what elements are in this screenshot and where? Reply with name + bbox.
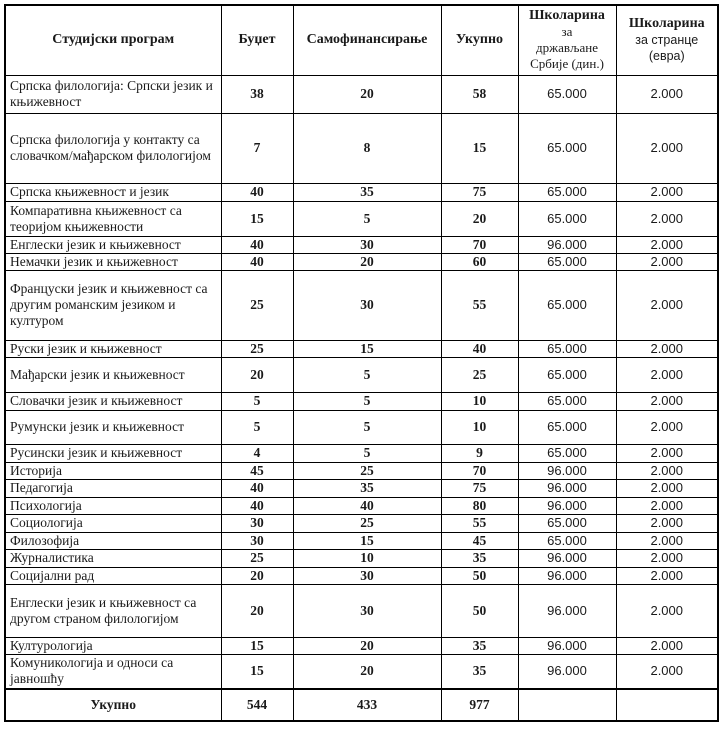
table-footer <box>5 689 718 721</box>
tuition-domestic-title: Школарина <box>529 8 605 24</box>
tuition-domestic-cell: 96.000 <box>518 549 616 567</box>
total-tuition-domestic-cell <box>518 689 616 721</box>
tuition-domestic-cell: 96.000 <box>518 497 616 514</box>
program-cell: Психологија <box>5 497 221 514</box>
table-body <box>5 75 718 689</box>
program-cell: Социјални рад <box>5 567 221 584</box>
tuition-foreign-cell: 2.000 <box>616 567 718 584</box>
program-cell: Педагогија <box>5 479 221 497</box>
total-tuition-foreign-cell <box>616 689 718 721</box>
tuition-foreign-cell: 2.000 <box>616 462 718 479</box>
tuition-domestic-cell: 65.000 <box>518 514 616 532</box>
table-row <box>5 497 718 514</box>
program-cell: Русински језик и књижевност <box>5 444 221 462</box>
tuition-foreign-cell: 2.000 <box>616 113 718 183</box>
program-cell: Српска филологија у контакту са словачком/мађарском филологијом <box>5 113 221 183</box>
table-row <box>5 549 718 567</box>
total-cell: 10 <box>441 410 518 444</box>
tuition-foreign-cell: 2.000 <box>616 253 718 270</box>
total-cell: 15 <box>441 113 518 183</box>
col-header-tuition-domestic <box>518 5 616 75</box>
table-row <box>5 479 718 497</box>
tuition-foreign-cell: 2.000 <box>616 444 718 462</box>
tuition-domestic-cell: 65.000 <box>518 75 616 113</box>
total-cell: 55 <box>441 270 518 340</box>
tuition-foreign-cell: 2.000 <box>616 654 718 689</box>
self-financing-cell: 20 <box>293 637 441 654</box>
self-financing-cell: 30 <box>293 270 441 340</box>
total-cell: 80 <box>441 497 518 514</box>
table-row <box>5 637 718 654</box>
total-self-financing-cell: 433 <box>293 689 441 721</box>
tuition-domestic-cell: 96.000 <box>518 479 616 497</box>
program-cell: Српска филологија: Српски језик и књижевност <box>5 75 221 113</box>
tuition-domestic-cell: 96.000 <box>518 637 616 654</box>
budget-cell: 30 <box>221 514 293 532</box>
tuition-foreign-cell: 2.000 <box>616 410 718 444</box>
table-row <box>5 462 718 479</box>
table-row <box>5 113 718 183</box>
self-financing-cell: 35 <box>293 183 441 201</box>
table-row <box>5 253 718 270</box>
total-row <box>5 689 718 721</box>
tuition-foreign-title: Школарина <box>628 16 705 32</box>
self-financing-cell: 20 <box>293 654 441 689</box>
budget-cell: 20 <box>221 357 293 392</box>
budget-cell: 15 <box>221 654 293 689</box>
budget-cell: 7 <box>221 113 293 183</box>
total-cell: 50 <box>441 584 518 637</box>
budget-cell: 30 <box>221 532 293 549</box>
table-row <box>5 410 718 444</box>
self-financing-cell: 20 <box>293 75 441 113</box>
tuition-domestic-cell: 65.000 <box>518 340 616 357</box>
program-cell: Компаративна књижевност са теоријом књижевности <box>5 201 221 236</box>
program-cell: Француски језик и књижевност са другим романским језиком и културом <box>5 270 221 340</box>
self-financing-cell: 8 <box>293 113 441 183</box>
table-row <box>5 567 718 584</box>
program-cell: Енглески језик и књижевност са другом страном филологијом <box>5 584 221 637</box>
self-financing-cell: 5 <box>293 201 441 236</box>
table-row <box>5 201 718 236</box>
tuition-domestic-cell: 65.000 <box>518 113 616 183</box>
total-cell: 45 <box>441 532 518 549</box>
budget-cell: 40 <box>221 497 293 514</box>
program-cell: Мађарски језик и књижевност <box>5 357 221 392</box>
total-cell: 58 <box>441 75 518 113</box>
self-financing-cell: 25 <box>293 462 441 479</box>
table-row <box>5 392 718 410</box>
self-financing-cell: 35 <box>293 479 441 497</box>
program-cell: Румунски језик и књижевност <box>5 410 221 444</box>
self-financing-cell: 30 <box>293 236 441 253</box>
self-financing-cell: 20 <box>293 253 441 270</box>
total-cell: 9 <box>441 444 518 462</box>
budget-cell: 40 <box>221 253 293 270</box>
table-row <box>5 236 718 253</box>
budget-cell: 20 <box>221 584 293 637</box>
table-row <box>5 584 718 637</box>
program-cell: Социологија <box>5 514 221 532</box>
program-cell: Немачки језик и књижевност <box>5 253 221 270</box>
tuition-foreign-cell: 2.000 <box>616 532 718 549</box>
total-cell: 50 <box>441 567 518 584</box>
total-cell: 10 <box>441 392 518 410</box>
table-header <box>5 5 718 75</box>
tuition-foreign-line-2: (евра) <box>648 49 685 64</box>
budget-cell: 45 <box>221 462 293 479</box>
total-cell: 70 <box>441 236 518 253</box>
tuition-domestic-line-2: држављане <box>536 40 598 56</box>
total-total-cell: 977 <box>441 689 518 721</box>
budget-cell: 15 <box>221 201 293 236</box>
total-cell: 25 <box>441 357 518 392</box>
budget-cell: 4 <box>221 444 293 462</box>
tuition-foreign-cell: 2.000 <box>616 637 718 654</box>
col-header-program: Студијски програм <box>5 5 221 75</box>
col-header-budget: Буџет <box>221 5 293 75</box>
program-cell: Комуникологија и односи са јавношћу <box>5 654 221 689</box>
table-row <box>5 654 718 689</box>
table-row <box>5 444 718 462</box>
tuition-domestic-cell: 65.000 <box>518 357 616 392</box>
budget-cell: 5 <box>221 410 293 444</box>
tuition-domestic-line-3: Србије (дин.) <box>530 56 604 72</box>
study-programs-table <box>4 4 719 722</box>
total-cell: 55 <box>441 514 518 532</box>
budget-cell: 40 <box>221 183 293 201</box>
tuition-domestic-line-1: за <box>561 24 573 40</box>
self-financing-cell: 5 <box>293 444 441 462</box>
table-row <box>5 357 718 392</box>
self-financing-cell: 15 <box>293 532 441 549</box>
program-cell: Филозофија <box>5 532 221 549</box>
self-financing-cell: 5 <box>293 410 441 444</box>
tuition-foreign-line-1: за странце <box>635 33 699 48</box>
table-row <box>5 75 718 113</box>
col-header-tuition-foreign <box>616 5 718 75</box>
tuition-foreign-cell: 2.000 <box>616 201 718 236</box>
total-cell: 75 <box>441 183 518 201</box>
tuition-foreign-cell: 2.000 <box>616 75 718 113</box>
total-row-label: Укупно <box>5 689 221 721</box>
self-financing-cell: 10 <box>293 549 441 567</box>
col-header-total: Укупно <box>441 5 518 75</box>
tuition-foreign-cell: 2.000 <box>616 497 718 514</box>
col-header-self-financing: Самофинансирање <box>293 5 441 75</box>
tuition-foreign-cell: 2.000 <box>616 340 718 357</box>
self-financing-cell: 40 <box>293 497 441 514</box>
tuition-foreign-cell: 2.000 <box>616 270 718 340</box>
tuition-domestic-cell: 96.000 <box>518 236 616 253</box>
program-cell: Културологија <box>5 637 221 654</box>
budget-cell: 15 <box>221 637 293 654</box>
tuition-domestic-cell: 65.000 <box>518 270 616 340</box>
tuition-foreign-cell: 2.000 <box>616 357 718 392</box>
self-financing-cell: 15 <box>293 340 441 357</box>
table-row <box>5 340 718 357</box>
total-cell: 75 <box>441 479 518 497</box>
total-budget-cell: 544 <box>221 689 293 721</box>
tuition-domestic-cell: 96.000 <box>518 462 616 479</box>
program-cell: Словачки језик и књижевност <box>5 392 221 410</box>
tuition-domestic-cell: 65.000 <box>518 532 616 549</box>
self-financing-cell: 5 <box>293 392 441 410</box>
budget-cell: 5 <box>221 392 293 410</box>
budget-cell: 20 <box>221 567 293 584</box>
total-cell: 20 <box>441 201 518 236</box>
self-financing-cell: 5 <box>293 357 441 392</box>
tuition-domestic-cell: 65.000 <box>518 392 616 410</box>
budget-cell: 25 <box>221 340 293 357</box>
program-cell: Српска књижевност и језик <box>5 183 221 201</box>
table-row <box>5 270 718 340</box>
tuition-domestic-cell: 96.000 <box>518 654 616 689</box>
tuition-foreign-cell: 2.000 <box>616 479 718 497</box>
tuition-foreign-cell: 2.000 <box>616 236 718 253</box>
program-cell: Журналистика <box>5 549 221 567</box>
table-row <box>5 183 718 201</box>
tuition-foreign-cell: 2.000 <box>616 514 718 532</box>
budget-cell: 40 <box>221 479 293 497</box>
total-cell: 60 <box>441 253 518 270</box>
tuition-domestic-cell: 96.000 <box>518 567 616 584</box>
tuition-domestic-cell: 65.000 <box>518 410 616 444</box>
tuition-foreign-cell: 2.000 <box>616 183 718 201</box>
tuition-domestic-cell: 96.000 <box>518 584 616 637</box>
tuition-foreign-cell: 2.000 <box>616 392 718 410</box>
tuition-domestic-cell: 65.000 <box>518 253 616 270</box>
total-cell: 70 <box>441 462 518 479</box>
self-financing-cell: 30 <box>293 567 441 584</box>
tuition-foreign-cell: 2.000 <box>616 584 718 637</box>
total-cell: 35 <box>441 549 518 567</box>
self-financing-cell: 30 <box>293 584 441 637</box>
tuition-domestic-cell: 65.000 <box>518 183 616 201</box>
budget-cell: 40 <box>221 236 293 253</box>
budget-cell: 25 <box>221 270 293 340</box>
total-cell: 35 <box>441 637 518 654</box>
tuition-domestic-cell: 65.000 <box>518 444 616 462</box>
tuition-foreign-cell: 2.000 <box>616 549 718 567</box>
total-cell: 40 <box>441 340 518 357</box>
program-cell: Енглески језик и књижевност <box>5 236 221 253</box>
header-row <box>5 5 718 75</box>
table-row <box>5 532 718 549</box>
table-row <box>5 514 718 532</box>
budget-cell: 38 <box>221 75 293 113</box>
budget-cell: 25 <box>221 549 293 567</box>
tuition-domestic-cell: 65.000 <box>518 201 616 236</box>
program-cell: Руски језик и књижевност <box>5 340 221 357</box>
self-financing-cell: 25 <box>293 514 441 532</box>
program-cell: Историја <box>5 462 221 479</box>
total-cell: 35 <box>441 654 518 689</box>
